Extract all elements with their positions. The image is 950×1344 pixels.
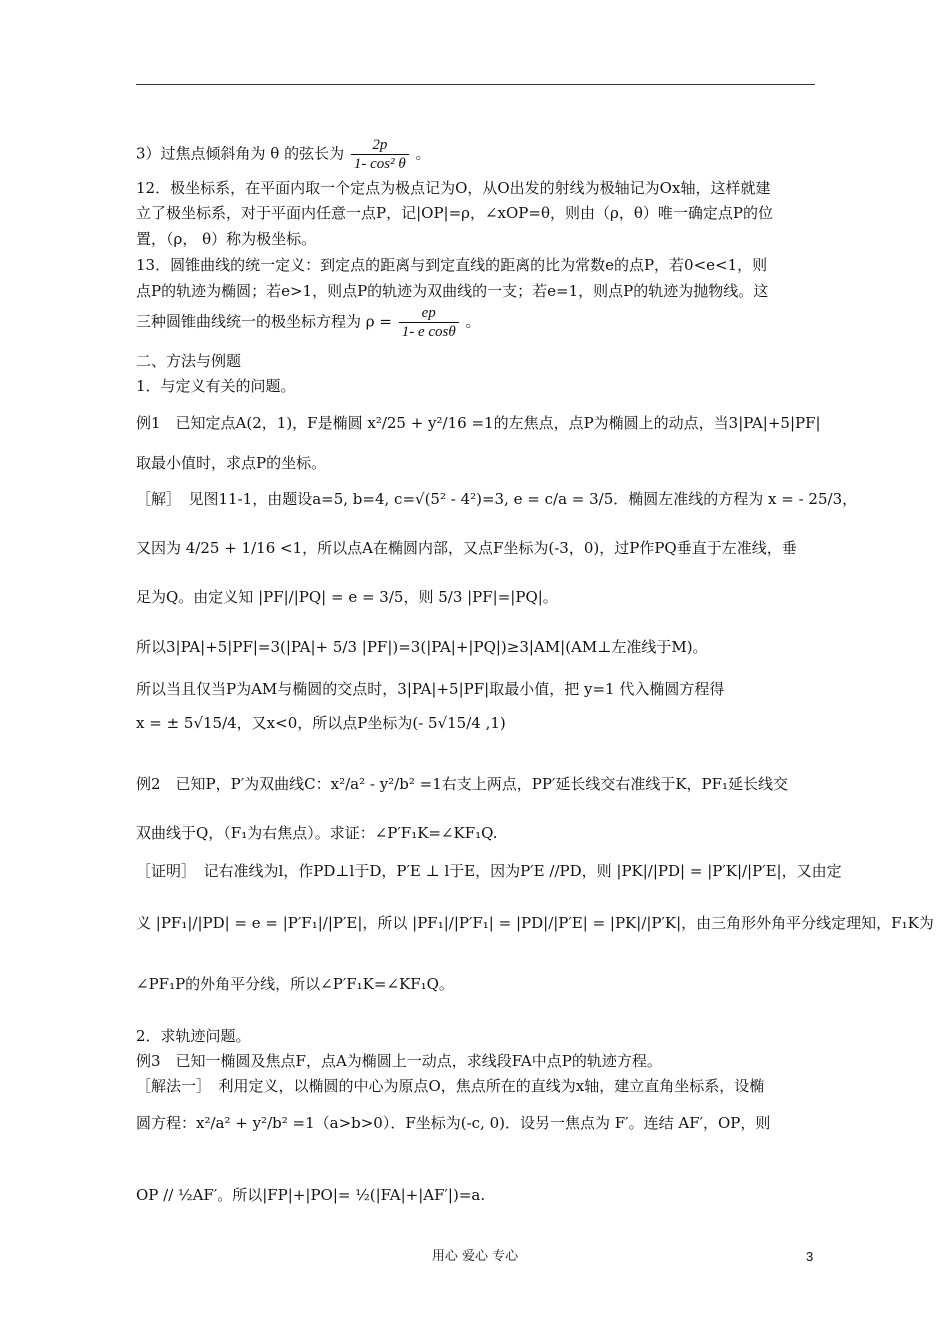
polar-definition-line-2: 立了极坐标系，对于平面内任意一点P，记|OP|=ρ，∠xOP=θ，则由（ρ，θ）唯一确定点P的位 (136, 204, 773, 222)
example-3-statement: 例3 已知一椭圆及焦点F，点A为椭圆上一动点，求线段FA中点P的轨迹方程。 (136, 1052, 662, 1070)
solution-3-line-2: 圆方程：x²/a² + y²/b² =1（a>b>0）．F坐标为(-c, 0)．设另一焦点为 F′。连结 AF′，OP，则 (136, 1114, 771, 1132)
subsection-heading-2: 2．求轨迹问题。 (136, 1027, 251, 1045)
solution-1-line-6: x = ± 5√15/4，又x<0，所以点P坐标为(- 5√15/4 ,1) (136, 714, 506, 732)
chord-length-fraction: $\frac{2p}{\text{1- cos² θ}}$ (351, 136, 409, 173)
example-1-statement: 例1 已知定点A(2，1)，F是椭圆 x²/25 + y²/16 =1的左焦点，点P为椭圆上的动点，当3|PA|+5|PF| (136, 414, 821, 432)
example-2-statement: 例2 已知P，P′为双曲线C：x²/a² - y²/b² =1右支上两点，PP′延长线交右准线于K，PF₁延长线交 (136, 775, 789, 793)
solution-1-line-1: ［解］ 见图11-1，由题设a=5, b=4, c=√(5² - 4²)=3, e = c/a = 3/5．椭圆左准线的方程为 x = - 25/3， (136, 490, 858, 508)
solution-3-line-1: ［解法一］ 利用定义，以椭圆的中心为原点O，焦点所在的直线为x轴，建立直角坐标系，设椭 (136, 1077, 765, 1095)
page-number: 3 (806, 1249, 814, 1264)
polar-equation-fraction: $\frac{ep}{\text{1- e cosθ}}$ (399, 304, 459, 341)
conic-definition-line-2: 点P的轨迹为椭圆；若e>1，则点P的轨迹为双曲线的一支；若e=1，则点P的轨迹为抛物线。这 (136, 282, 769, 300)
section-heading: 二、方法与例题 (136, 352, 242, 370)
solution-1-line-4: 所以3|PA|+5|PF|=3(|PA|+ 5/3 |PF|)=3(|PA|+|PQ|)≥3|AM|(AM⊥左准线于M)。 (136, 638, 708, 656)
conic-definition-line-1: 13．圆锥曲线的统一定义：到定点的距离与到定直线的距离的比为常数e的点P，若0<e<1，则 (136, 256, 768, 274)
proof-line-2: 义 |PF₁|/|PD| = e = |P′F₁|/|P′E|，所以 |PF₁|/|P′F₁| = |PD|/|P′E| = |PK|/|P′K|，由三角形外角平分线定理知，F₁K为 (136, 914, 934, 932)
solution-3-line-3: OP // ½AF′。所以|FP|+|PO|= ½(|FA|+|AF′|)=a. (136, 1186, 486, 1204)
proof-line-1: ［证明］ 记右准线为l，作PD⊥l于D，P′E ⊥ l于E，因为P′E //PD，则 |PK|/|PD| = |P′K|/|P′E|，又由定 (136, 862, 842, 880)
polar-equation-line: 三种圆锥曲线统一的极坐标方程为 ρ = $\frac{ep}{\text{1- e cosθ}}$ 。 (136, 305, 481, 340)
solution-1-line-2: 又因为 4/25 + 1/16 <1，所以点A在椭圆内部，又点F坐标为(-3，0)，过P作PQ垂直于左准线，垂 (136, 539, 797, 557)
example-1-statement-2: 取最小值时，求点P的坐标。 (136, 454, 327, 472)
header-rule (136, 84, 815, 85)
proof-line-3: ∠PF₁P的外角平分线，所以∠P′F₁K=∠KF₁Q。 (136, 975, 454, 993)
page-footer: 用心 爱心 专心 (431, 1249, 519, 1264)
polar-definition-line-1: 12．极坐标系，在平面内取一个定点为极点记为O，从O出发的射线为极轴记为Ox轴，这样就建 (136, 179, 771, 197)
subsection-heading-1: 1．与定义有关的问题。 (136, 377, 296, 395)
example-2-statement-2: 双曲线于Q，（F₁为右焦点）。求证：∠P′F₁K=∠KF₁Q. (136, 824, 498, 842)
solution-1-line-3: 足为Q。由定义知 |PF|/|PQ| = e = 3/5，则 5/3 |PF|=|PQ|。 (136, 588, 558, 606)
polar-definition-line-3: 置，（ρ， θ）称为极坐标。 (136, 230, 317, 248)
solution-1-line-5: 所以当且仅当P为AM与椭圆的交点时，3|PA|+5|PF|取最小值，把 y=1 代入椭圆方程得 (136, 680, 725, 698)
chord-length-line: 3）过焦点倾斜角为 θ 的弦长为 $\frac{2p}{\text{1- cos² θ}}$ 。 (136, 137, 431, 172)
